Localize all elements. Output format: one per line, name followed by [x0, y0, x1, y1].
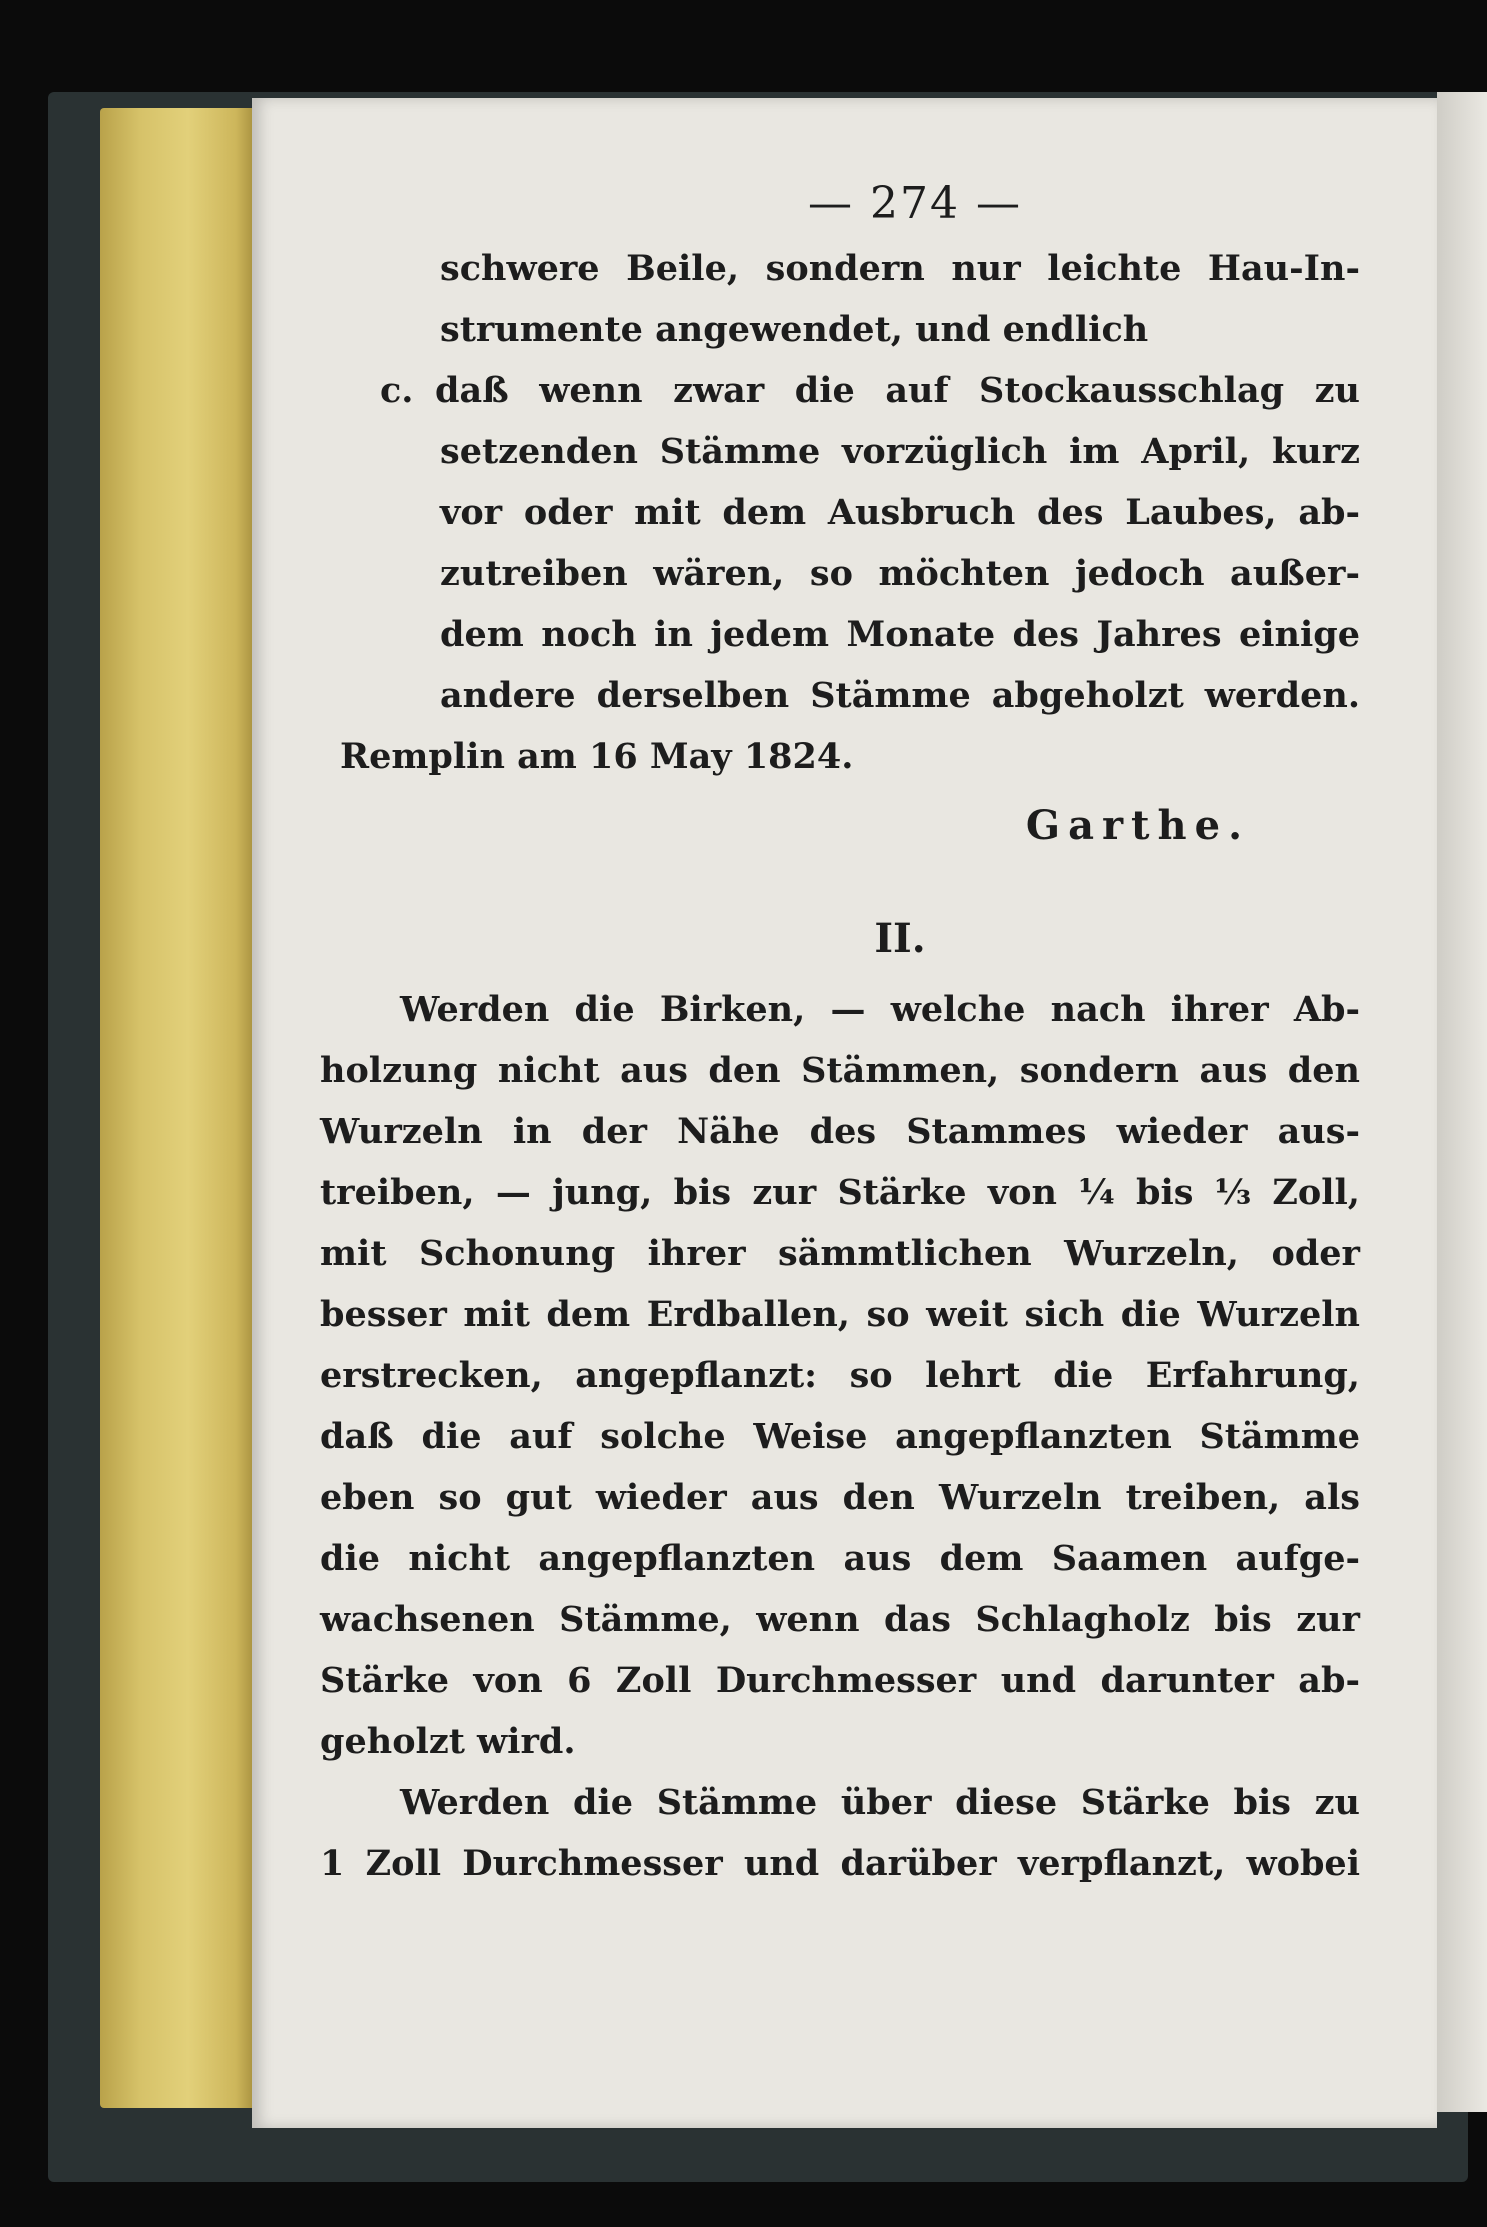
text-line: geholzt wird.: [320, 1721, 576, 1762]
text-line: Stärke von 6 Zoll Durchmesser und darunter ab-: [320, 1660, 1360, 1701]
text-line: [380, 360, 1360, 421]
text-line: strumente angewendet, und endlich: [440, 309, 1149, 350]
paragraph-2: [320, 1772, 1360, 1894]
text-line: andere derselben Stämme abgeholzt werden.: [440, 675, 1360, 716]
text-line: treiben, — jung, bis zur Stärke von ¼ bis ⅓ Zoll,: [320, 1172, 1360, 1213]
section-number: II.: [874, 915, 926, 962]
text-line: Werden die Stämme über diese Stärke bis zu: [400, 1782, 1360, 1823]
text-line: setzenden Stämme vorzüglich im April, kurz: [440, 431, 1360, 472]
text-line: schwere Beile, sondern nur leichte Hau-In-: [440, 248, 1360, 289]
text-line: Wurzeln in der Nähe des Stammes wieder aus-: [320, 1111, 1360, 1152]
page-edges: [100, 108, 260, 2108]
text-line: Werden die Birken, — welche nach ihrer Ab-: [400, 989, 1360, 1030]
page-number: — 274 —: [808, 178, 1022, 229]
text-line-content: daß wenn zwar die auf Stockausschlag zu: [435, 370, 1360, 411]
facing-page-edge: [1437, 92, 1487, 2112]
page-text: [320, 178, 1360, 1894]
text-line: erstrecken, angepflanzt: so lehrt die Erfahrung,: [320, 1355, 1360, 1396]
text-line: 1 Zoll Durchmesser und darüber verpflanzt, wobei: [320, 1843, 1360, 1884]
signature: Garthe.: [1025, 802, 1250, 849]
text-line: dem noch in jedem Monate des Jahres einige: [440, 614, 1360, 655]
text-line: daß die auf solche Weise angepflanzten Stämme: [320, 1416, 1360, 1457]
text-line: besser mit dem Erdballen, so weit sich die Wurzeln: [320, 1294, 1360, 1335]
date-line: Remplin am 16 May 1824.: [340, 736, 854, 777]
text-line: eben so gut wieder aus den Wurzeln treiben, als: [320, 1477, 1360, 1518]
list-marker: c.: [380, 370, 414, 411]
text-line: die nicht angepflanzten aus dem Saamen aufge-: [320, 1538, 1360, 1579]
text-line: wachsenen Stämme, wenn das Schlagholz bis zur: [320, 1599, 1360, 1640]
text-line: vor oder mit dem Ausbruch des Laubes, ab-: [440, 492, 1360, 533]
text-line: holzung nicht aus den Stämmen, sondern aus den: [320, 1050, 1360, 1091]
text-line: zutreiben wären, so möchten jedoch außer-: [440, 553, 1360, 594]
text-line: mit Schonung ihrer sämmtlichen Wurzeln, oder: [320, 1233, 1360, 1274]
paragraph-1: [320, 979, 1360, 1772]
